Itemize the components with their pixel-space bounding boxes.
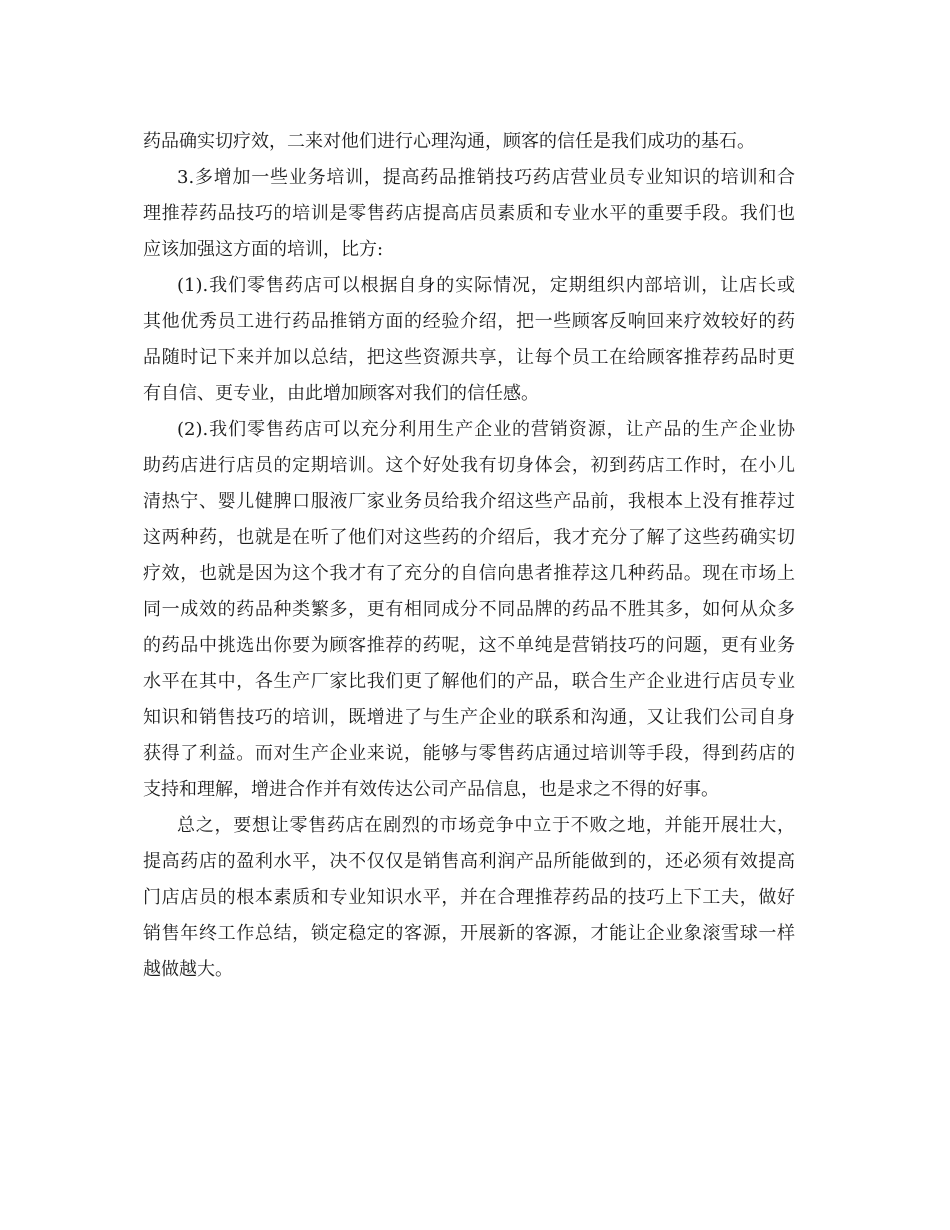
text-line: 门店店员的根本素质和专业知识水平，并在合理推荐药品的技巧上下工夫，做好	[143, 887, 795, 908]
text-line: 销售年终工作总结，锁定稳定的客源，开展新的客源，才能让企业象滚雪球一样	[143, 923, 795, 944]
text-line: 药品确实切疗效，二来对他们进行心理沟通，顾客的信任是我们成功的基石。	[143, 131, 755, 152]
text-line: 知识和销售技巧的培训，既增进了与生产企业的联系和沟通，又让我们公司自身	[143, 707, 795, 728]
text-line: 同一成效的药品种类繁多，更有相同成分不同品牌的药品不胜其多，如何从众多	[143, 599, 795, 620]
text-line: 应该加强这方面的培训，比方:	[143, 239, 384, 260]
text-line: 3.多增加一些业务培训，提高药品推销技巧药店营业员专业知识的培训和合	[177, 167, 795, 188]
text-line: (1).我们零售药店可以根据自身的实际情况，定期组织内部培训，让店长或	[177, 275, 795, 296]
text-line: 支持和理解，增进合作并有效传达公司产品信息，也是求之不得的好事。	[143, 779, 719, 800]
text-line: 有自信、更专业，由此增加顾客对我们的信任感。	[143, 383, 539, 404]
text-line: 越做越大。	[143, 959, 233, 980]
document-body	[143, 124, 795, 988]
text-line: 品随时记下来并加以总结，把这些资源共享，让每个员工在给顾客推荐药品时更	[143, 347, 795, 368]
text-line: 其他优秀员工进行药品推销方面的经验介绍，把一些顾客反响回来疗效较好的药	[143, 311, 795, 332]
text-line: 助药店进行店员的定期培训。这个好处我有切身体会，初到药店工作时，在小儿	[143, 455, 795, 476]
text-line: 总之，要想让零售药店在剧烈的市场竞争中立于不败之地，并能开展壮大，	[177, 815, 795, 836]
text-line: 水平在其中，各生产厂家比我们更了解他们的产品，联合生产企业进行店员专业	[143, 671, 795, 692]
text-line: 理推荐药品技巧的培训是零售药店提高店员素质和专业水平的重要手段。我们也	[143, 203, 795, 224]
text-line: 获得了利益。而对生产企业来说，能够与零售药店通过培训等手段，得到药店的	[143, 743, 795, 764]
text-line: (2).我们零售药店可以充分利用生产企业的营销资源，让产品的生产企业协	[177, 419, 795, 440]
text-line: 的药品中挑选出你要为顾客推荐的药呢，这不单纯是营销技巧的问题，更有业务	[143, 635, 795, 656]
text-line: 清热宁、婴儿健脾口服液厂家业务员给我介绍这些产品前，我根本上没有推荐过	[143, 491, 795, 512]
text-line: 这两种药，也就是在听了他们对这些药的介绍后，我才充分了解了这些药确实切	[143, 527, 795, 548]
text-line: 提高药店的盈利水平，决不仅仅是销售高利润产品所能做到的，还必须有效提高	[143, 851, 795, 872]
text-line: 疗效，也就是因为这个我才有了充分的自信向患者推荐这几种药品。现在市场上	[143, 563, 795, 584]
